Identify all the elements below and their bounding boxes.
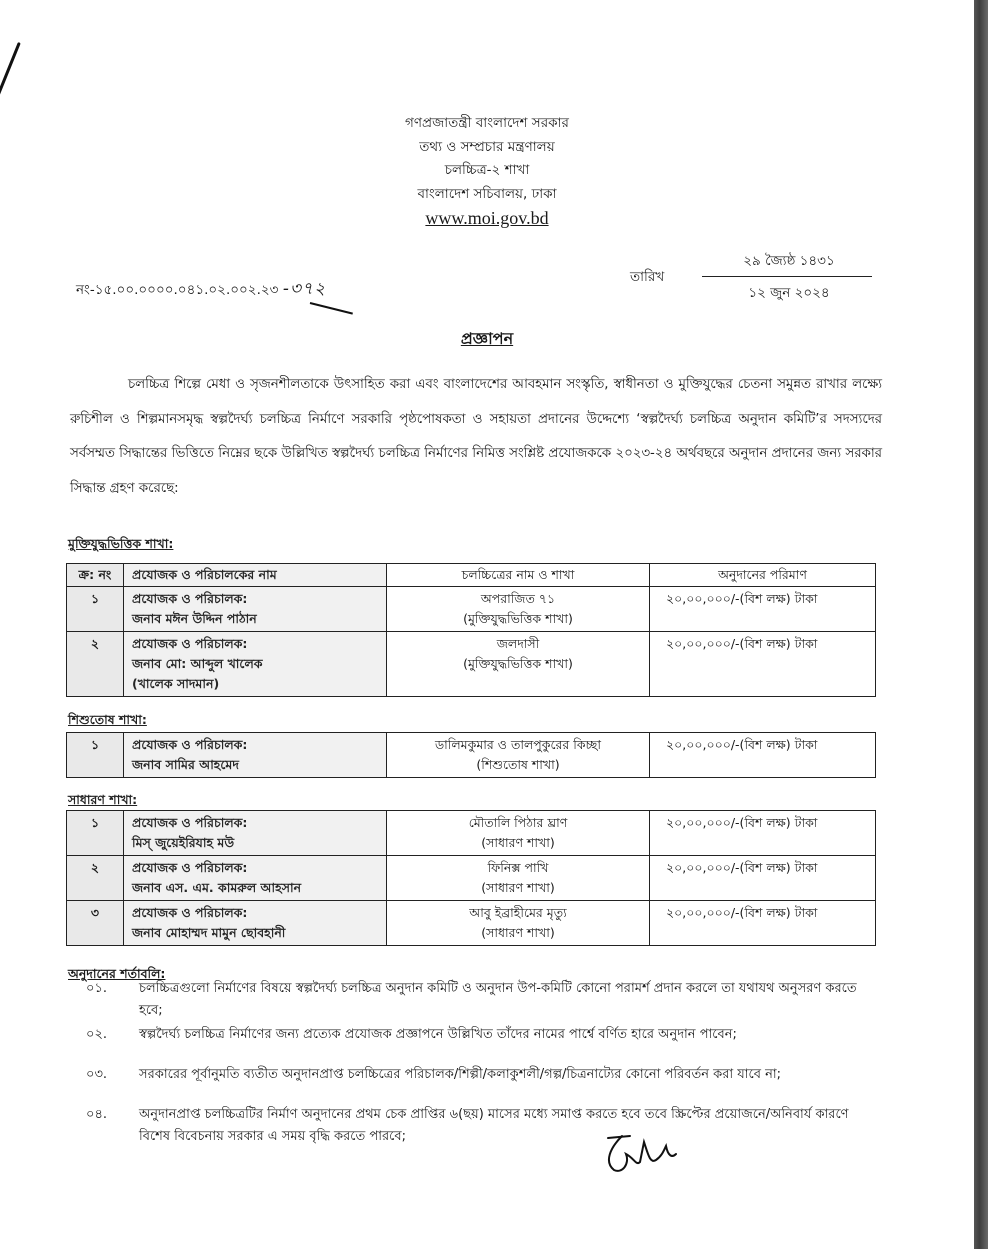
person-role: প্রযোজক ও পরিচালক: xyxy=(132,905,248,920)
film-title: অপরাজিত ৭১ xyxy=(480,591,556,606)
person-name: জনাব মঈন উদ্দিন পাঠান xyxy=(132,611,257,626)
date-bangla: ২৯ জ্যৈষ্ঠ ১৪৩১ xyxy=(743,253,835,269)
person-role: প্রযোজক ও পরিচালক: xyxy=(132,737,248,752)
row-serial: ২ xyxy=(67,632,124,697)
row-film xyxy=(387,587,650,632)
person-alias: (খালেক সাদমান) xyxy=(132,676,220,691)
film-title: আবু ইব্রাহীমের মৃত্যু xyxy=(469,905,567,920)
table-row xyxy=(67,901,876,946)
header-amount: অনুদানের পরিমাণ xyxy=(650,564,876,587)
memo-number xyxy=(76,276,348,304)
person-name: মিস্ জুয়েইরিযাহ মউ xyxy=(132,835,235,850)
intro-paragraph: চলচ্চিত্র শিল্পে মেধা ও সৃজনশীলতাকে উৎসাহিত করা এবং বাংলাদেশের আবহমান সংস্কৃতি, স্বাধীনতা ও মুক্তিযুদ্ধের চেতনা সমুন্নত রাখার লক্ষ্যে রুচিশীল ও শিল্পমানসমৃদ্ধ স্বল্পদৈর্ঘ্য চলচ্চিত্র নির্মাণে সরকারি পৃষ্ঠপোষকতা ও সহায়তা প্রদানের উদ্দেশ্যে ‘স্বল্পদৈর্ঘ্য চলচ্চিত্র অনুদান কমিটি’র সদস্যদের সর্বসম্মত সিদ্ধান্তের ভিত্তিতে নিম্নের ছকে উল্লিখিত স্বল্পদৈর্ঘ্য চলচ্চিত্র নির্মাণের নিমিত্ত সংশ্লিষ্ট প্রযোজককে ২০২৩-২৪ অর্থবছরে অনুদান প্রদানের জন্য সরকার সিদ্ধান্ত গ্রহণ করেছে: xyxy=(70,377,882,496)
condition-number: ০৪. xyxy=(86,1107,108,1122)
row-serial: ১ xyxy=(67,587,124,632)
website-link[interactable]: www.moi.gov.bd xyxy=(425,208,549,228)
row-film xyxy=(387,811,650,856)
date-gregorian: ১২ জুন ২০২৪ xyxy=(748,285,830,301)
row-serial: ১ xyxy=(67,733,124,778)
ministry-name: তথ্য ও সম্প্রচার মন্ত্রণালয় xyxy=(419,138,555,155)
date-label: তারিখ xyxy=(630,269,665,285)
condition-text: স্বল্পদৈর্ঘ্য চলচ্চিত্র নির্মাণের জন্য প্রত্যেক প্রযোজক প্রজ্ঞাপনে উল্লিখিত তাঁদের নামের পার্শ্বে বর্ণিত হারে অনুদান পাবেন; xyxy=(139,1027,737,1042)
row-amount: ২০,০০,০০০/-(বিশ লক্ষ) টাকা xyxy=(650,811,876,856)
person-role: প্রযোজক ও পরিচালক: xyxy=(132,815,248,830)
row-person xyxy=(124,733,387,778)
letterhead xyxy=(0,112,974,230)
handwritten-signature xyxy=(600,1128,680,1176)
person-name: জনাব সামির আহমেদ xyxy=(132,757,239,772)
condition-text: অনুদানপ্রাপ্ত চলচ্চিত্রটির নির্মাণ অনুদানের প্রথম চেক প্রাপ্তির ৬(ছয়) মাসের মধ্যে সমাপ্ত করতে হবে তবে স্ক্রিপ্টের প্রয়োজনে/অনিবার্য কারণে বিশেষ বিবেচনায় সরকার এ সময় বৃদ্ধি করতে পারবে; xyxy=(139,1107,849,1144)
film-category: (মুক্তিযুদ্ধভিত্তিক শাখা) xyxy=(463,611,573,626)
table-row xyxy=(67,632,876,697)
row-film xyxy=(387,901,650,946)
condition-text: চলচ্চিত্রগুলো নির্মাণের বিষয়ে স্বল্পদৈর্ঘ্য চলচ্চিত্র অনুদান কমিটি ও অনুদান উপ-কমিটি কোনো পরামর্শ প্রদান করলে তা যথাযথ অনুসরণ করতে হবে; xyxy=(139,981,857,1018)
row-film xyxy=(387,632,650,697)
film-category: (সাধারণ শাখা) xyxy=(481,925,555,940)
row-person xyxy=(124,811,387,856)
person-name: জনাব মো: আব্দুল খালেক xyxy=(132,656,263,671)
film-title: ডালিমকুমার ও তালপুকুরের কিচ্ছা xyxy=(434,737,602,752)
condition-item xyxy=(86,978,876,1022)
notice-title: প্রজ্ঞাপন xyxy=(460,329,514,348)
table-row xyxy=(67,733,876,778)
grant-table-liberation-war xyxy=(66,563,876,697)
row-amount: ২০,০০,০০০/-(বিশ লক্ষ) টাকা xyxy=(650,587,876,632)
header-person: প্রযোজক ও পরিচালকের নাম xyxy=(124,564,387,587)
film-title: ফিনিক্স পাখি xyxy=(487,860,549,875)
row-film xyxy=(387,856,650,901)
date-divider xyxy=(702,276,872,277)
row-person xyxy=(124,901,387,946)
row-person xyxy=(124,632,387,697)
table-header-row xyxy=(67,564,876,587)
condition-number: ০২. xyxy=(86,1027,108,1042)
row-amount: ২০,০০,০০০/-(বিশ লক্ষ) টাকা xyxy=(650,856,876,901)
table-row xyxy=(67,811,876,856)
memo-number-text: নং-১৫.০০.০০০০.০৪১.০২.০০২.২৩ xyxy=(76,282,279,298)
memo-handwritten-wrap xyxy=(283,276,348,304)
row-person xyxy=(124,587,387,632)
person-role: প্রযোজক ও পরিচালক: xyxy=(132,860,248,875)
row-amount: ২০,০০,০০০/-(বিশ লক্ষ) টাকা xyxy=(650,901,876,946)
person-name: জনাব এস. এম. কামরুল আহসান xyxy=(132,880,302,895)
section-title-children: শিশুতোষ শাখা: xyxy=(68,712,147,727)
table-row xyxy=(67,856,876,901)
header-serial: ক্র: নং xyxy=(67,564,124,587)
section-title-general: সাধারণ শাখা: xyxy=(68,792,138,807)
row-serial: ৩ xyxy=(67,901,124,946)
row-person xyxy=(124,856,387,901)
office-address: বাংলাদেশ সচিবালয়, ঢাকা xyxy=(417,185,557,202)
grant-table-general xyxy=(66,810,876,946)
condition-number: ০১. xyxy=(86,981,108,996)
header-film: চলচ্চিত্রের নাম ও শাখা xyxy=(387,564,650,587)
section-title-liberation-war: মুক্তিযুদ্ধভিত্তিক শাখা: xyxy=(68,536,174,551)
row-serial: ২ xyxy=(67,856,124,901)
film-category: (মুক্তিযুদ্ধভিত্তিক শাখা) xyxy=(463,656,573,671)
handwritten-underline xyxy=(310,302,353,315)
film-category: (সাধারণ শাখা) xyxy=(481,835,555,850)
condition-item xyxy=(86,1104,876,1148)
grant-table-children xyxy=(66,732,876,778)
row-film xyxy=(387,733,650,778)
scan-edge-strip xyxy=(974,0,988,1249)
condition-text: সরকারের পূর্বানুমতি ব্যতীত অনুদানপ্রাপ্ত চলচ্চিত্রের পরিচালক/শিল্পী/কলাকুশলী/গল্প/চিত্রনাট্যের কোনো পরিবর্তন করা যাবে না; xyxy=(139,1067,782,1082)
branch-name: চলচ্চিত্র-২ শাখা xyxy=(444,162,530,178)
table-row xyxy=(67,587,876,632)
condition-number: ০৩. xyxy=(86,1067,108,1082)
person-role: প্রযোজক ও পরিচালক: xyxy=(132,591,248,606)
row-serial: ১ xyxy=(67,811,124,856)
film-category: (শিশুতোষ শাখা) xyxy=(476,757,560,772)
person-role: প্রযোজক ও পরিচালক: xyxy=(132,636,248,651)
memo-handwritten-suffix: -৩৭২ xyxy=(282,279,327,299)
pen-stroke-mark xyxy=(0,42,21,97)
film-category: (সাধারণ শাখা) xyxy=(481,880,555,895)
film-title: মৌতালি পিঠার ঘ্রাণ xyxy=(468,815,568,830)
condition-item xyxy=(86,1024,876,1046)
condition-item xyxy=(86,1064,876,1086)
row-amount: ২০,০০,০০০/-(বিশ লক্ষ) টাকা xyxy=(650,733,876,778)
government-name: গণপ্রজাতন্ত্রী বাংলাদেশ সরকার xyxy=(405,115,569,131)
conditions-title: অনুদানের শর্তাবলি: xyxy=(68,966,166,981)
film-title: জলদাসী xyxy=(496,636,540,651)
row-amount: ২০,০০,০০০/-(বিশ লক্ষ) টাকা xyxy=(650,632,876,697)
person-name: জনাব মোহাম্মদ মামুন ছোবহানী xyxy=(132,925,286,940)
